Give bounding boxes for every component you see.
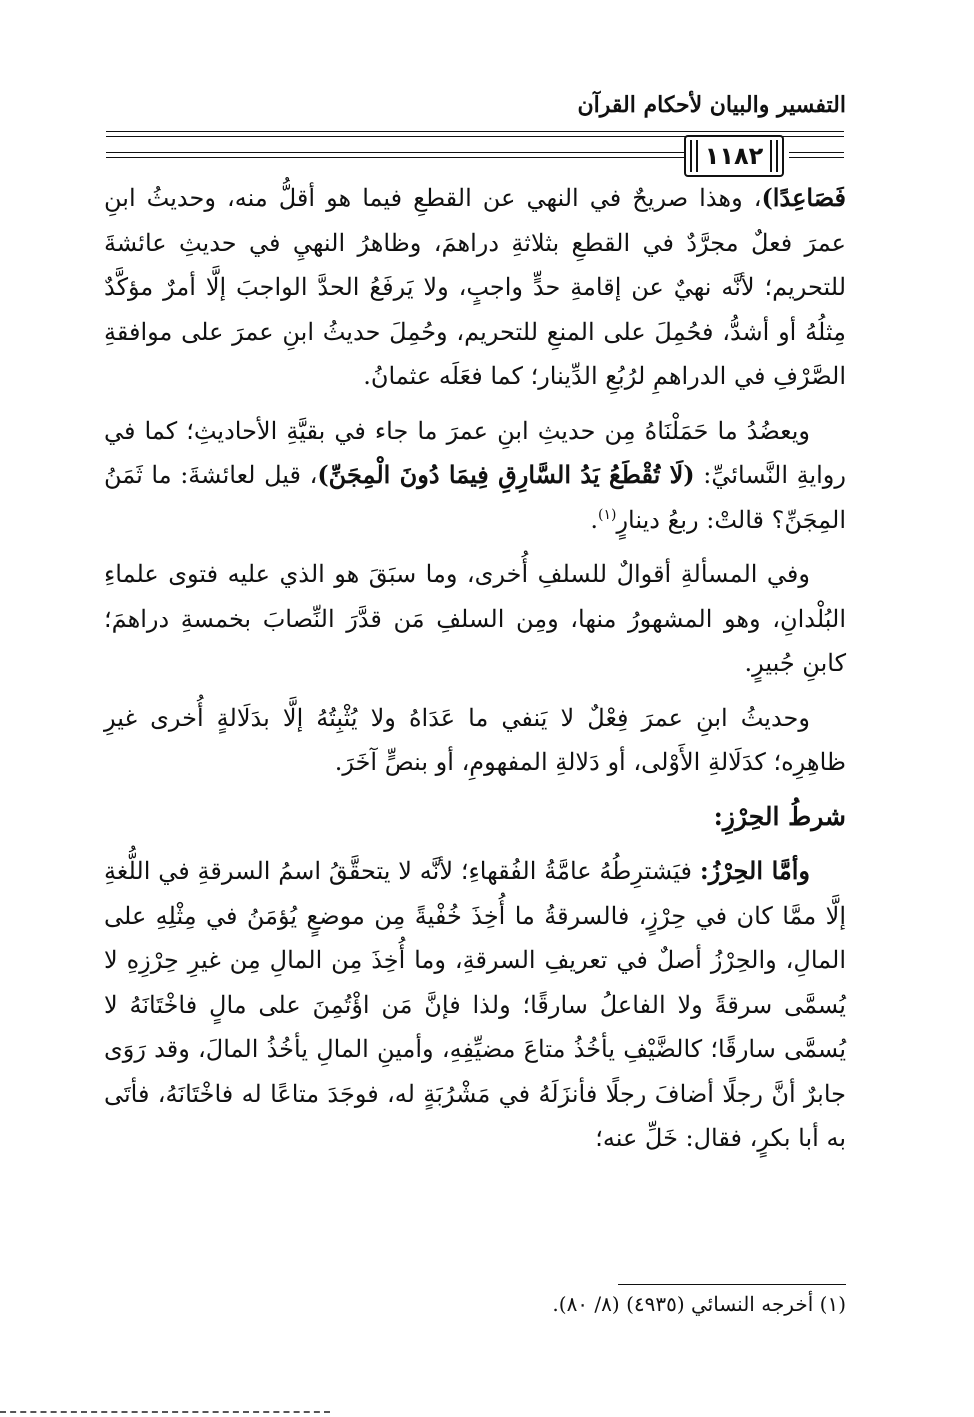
quran-quote: فَصَاعِدًا) — [761, 183, 846, 212]
running-head-book-title: التفسير والبيان لأحكام القرآن — [577, 92, 846, 118]
header-rule — [789, 157, 844, 158]
paragraph-2 — [104, 409, 846, 543]
paragraph-text: ويعضُدُ ما حَمَلْنَاهُ مِن حديثِ ابنِ عمرَ ما جاء في بقيَّةِ الأحاديثِ؛ كما في روايةِ النَّسائيِّ: — [104, 416, 846, 489]
footnote — [146, 1292, 846, 1316]
footnote-text: أخرجه النسائي (٤٩٣٥) (٨/ ٨٠). — [552, 1292, 814, 1316]
footnote-separator — [618, 1284, 846, 1285]
paragraph-5 — [104, 849, 846, 1161]
scan-artifact-line — [0, 1411, 330, 1413]
page-number-text: ١١٨٢ — [704, 142, 764, 170]
page-body — [104, 176, 846, 1161]
paragraph-text: فيَشترِطُهُ عامَّةُ الفُقهاءِ؛ لأنَّه لا يتحقَّقُ اسمُ السرقةِ في اللُّغةِ إلَّا ممَّا كان في حِرْزٍ، فالسرقةُ ما أُخِذَ خُفْيةً مِن موضعٍ يُؤمَنُ في مِثْلِهِ على المالِ، والحِرْزُ أصلٌ في تعريفِ السرقةِ، وما أُخِذَ مِن المالِ مِن غيرِ حِرْزِهِ لا يُسمَّى سرقةً ولا الفاعلُ سارقًا؛ ولذا فإنَّ مَن اؤْتُمِنَ على مالٍ فاخْتَانَهُ لا يُسمَّى سارقًا؛ كالضَّيْفِ يأخُذُ متاعَ مضيِّفِهِ، وأمينِ المالِ يأخُذُ المالَ، وقد رَوَى جابرٌ أنَّ رجلًا أضافَ رجلًا فأنزَلَهُ في مَشْرُبَةٍ له، فوجَدَ متاعًا له فاخْتَانَهُ، فأتَى به أبا بكرٍ، فقال: خَلِّ عنه؛ — [104, 857, 846, 1152]
header-rule — [106, 131, 844, 132]
paragraph-text: ، قيل لعائشةَ: ما ثَمَنُ المِجَنِّ؟ قالتْ: ربعُ دينارٍ — [104, 461, 846, 534]
page-number — [684, 135, 784, 177]
header-rule — [106, 152, 684, 153]
footnote-number: (١) — [819, 1292, 846, 1316]
paragraph-1 — [104, 176, 846, 399]
header-rule — [106, 157, 684, 158]
paragraph-lead: وأمَّا الحِرْزُ: — [699, 856, 810, 885]
paragraph-4: وحديثُ ابنِ عمرَ فِعْلٌ لا يَنفي ما عَدَاهُ ولا يُثْبِتُهُ إلَّا بدَلَالةٍ أُخرى غيرِ ظاهِرِه؛ كدَلَالةِ الأَوْلى، أو دَلالةِ المفهومِ، أو بنصٍّ آخَرَ. — [104, 703, 846, 776]
paragraph-3: وفي المسألةِ أقوالٌ للسلفِ أُخرى، وما سبَقَ هو الذي عليه فتوى علماءِ البُلْدانِ، وهو المشهورُ منها، ومِن السلفِ مَن قدَّرَ النِّصابَ بخمسةِ دراهمَ؛ كابنِ جُبيرٍ. — [104, 560, 847, 677]
paragraph-text: . — [590, 505, 598, 534]
section-heading: شرطُ الحِرْزِ: — [713, 801, 846, 831]
header-rule — [789, 152, 844, 153]
paragraph-text: ، وهذا صريحٌ في النهي عن القطعِ فيما هو أقلُّ منه، وحديثُ ابنِ عمرَ فعلٌ مجرَّدٌ في القطعِ بثلاثةِ دراهمَ، وظاهرُ النهيِ في حديثِ عائشةَ للتحريم؛ لأنَّه نهيٌ عن إقامةِ حدٍّ واجبٍ، ولا يَرفَعُ الحدَّ الواجبَ إلَّا أمرٌ مؤكَّدٌ مِثلُهُ أو أشدُّ، فحُمِلَ على المنعِ للتحريم، وحُمِلَ حديثُ ابنِ عمرَ على موافقةِ الصَّرْفِ في الدراهمِ لرُبُعِ الدِّينار؛ كما فعَلَه عثمانُ. — [104, 184, 847, 390]
hadith-quote: (لَا تُقْطَعُ يَدُ السَّارِقِ فِيمَا دُونَ الْمِجَنِّ) — [317, 460, 695, 489]
footnote-reference[interactable]: (١) — [597, 506, 617, 523]
